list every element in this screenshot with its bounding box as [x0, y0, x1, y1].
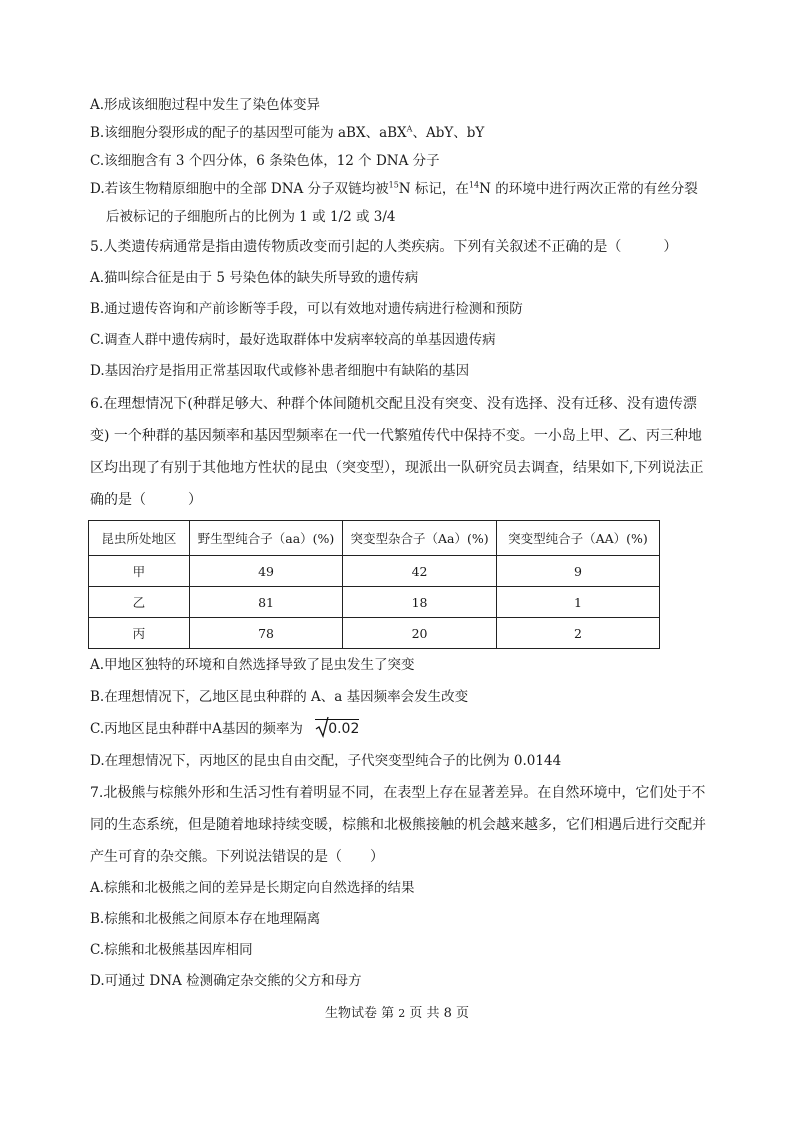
footer-text: 生物试卷 第 [324, 1006, 395, 1021]
table-cell: 18 [343, 587, 497, 618]
q6-option-c [90, 719, 359, 739]
q7-option-b: B.棕熊和北极熊之间原本存在地理隔离 [90, 911, 321, 927]
q4-option-d-superscript-15: 15 [388, 180, 399, 190]
radical-sign-icon [315, 716, 329, 738]
page-number: 2 [398, 1007, 406, 1020]
table-cell: 78 [189, 618, 342, 649]
q7-option-c: C.棕熊和北极熊基因库相同 [90, 942, 253, 958]
q4-option-d [90, 179, 698, 199]
q6-stem-line3: 区均出现了有别于其他地方性状的昆虫（突变型），现派出一队研究员去调查，结果如下,下列说法正 [90, 460, 704, 476]
table-cell: 9 [496, 556, 659, 587]
q4-option-d-continued: 后被标记的子细胞所占的比例为 1 或 1/2 或 3/4 [106, 209, 396, 225]
page-footer [0, 1002, 794, 1021]
table-cell: 甲 [89, 556, 190, 587]
table-cell: 49 [189, 556, 342, 587]
table-cell: 1 [496, 587, 659, 618]
q7-stem-line3: 产生可育的杂交熊。下列说法错误的是（ ） [90, 849, 384, 865]
q6-stem-line1: 6.在理想情况下(种群足够大、种群个体间随机交配且没有突变、没有选择、没有迁移、没有遗传漂 [90, 396, 697, 412]
q7-stem-line2: 同的生态系统，但是随着地球持续变暖，棕熊和北极熊接触的机会越来越多，它们相遇后进行交配并 [90, 817, 706, 833]
table-header-cell: 突变型杂合子（Aa）(%) [343, 521, 497, 556]
q5-option-c: C.调查人群中遗传病时，最好选取群体中发病率较高的单基因遗传病 [90, 332, 496, 348]
table-header-row [89, 521, 660, 556]
q6-option-a: A.甲地区独特的环境和自然选择导致了昆虫发生了突变 [90, 657, 415, 673]
q4-option-b [90, 123, 484, 143]
table-header-cell: 野生型纯合子（aa）(%) [189, 521, 342, 556]
table-cell: 乙 [89, 587, 190, 618]
q7-option-d: D.可通过 DNA 检测确定杂交熊的父方和母方 [90, 973, 362, 989]
q6-data-table [88, 520, 660, 649]
table-row [89, 587, 660, 618]
sqrt-formula [315, 719, 359, 739]
q6-option-c-text: C.丙地区昆虫种群中A基因的频率为 [90, 721, 303, 737]
q6-stem-line2: 变) 一个种群的基因频率和基因型频率在一代一代繁殖传代中保持不变。一小岛上甲、乙、丙三种地 [90, 428, 702, 444]
q4-option-a: A.形成该细胞过程中发生了染色体变异 [90, 97, 321, 113]
footer-total: 页 共 8 页 [409, 1006, 470, 1021]
q6-stem-line4: 确的是（ ） [90, 492, 202, 508]
table-cell: 81 [189, 587, 342, 618]
q5-option-d: D.基因治疗是指用正常基因取代或修补患者细胞中有缺陷的基因 [90, 363, 470, 379]
table-cell: 丙 [89, 618, 190, 649]
q6-option-d: D.在理想情况下，丙地区的昆虫自由交配，子代突变型纯合子的比例为 0.0144 [90, 753, 562, 769]
table-row [89, 556, 660, 587]
table-row [89, 618, 660, 649]
sqrt-radicand: 0.02 [315, 719, 359, 738]
q4-option-d-text-mid: N 标记，在 [398, 181, 469, 197]
table-cell: 20 [343, 618, 497, 649]
q5-option-b: B.通过遗传咨询和产前诊断等手段，可以有效地对遗传病进行检测和预防 [90, 301, 523, 317]
q4-option-b-superscript: A [406, 124, 413, 134]
q4-option-d-superscript-14: 14 [468, 180, 480, 190]
q5-stem: 5.人类遗传病通常是指由遗传物质改变而引起的人类疾病。下列有关叙述不正确的是（ ） [90, 239, 678, 255]
q7-option-a: A.棕熊和北极熊之间的差异是长期定向自然选择的结果 [90, 880, 415, 896]
q6-option-b: B.在理想情况下，乙地区昆虫种群的 A、a 基因频率会发生改变 [90, 689, 469, 705]
q5-option-a: A.猫叫综合征是由于 5 号染色体的缺失所导致的遗传病 [90, 270, 419, 286]
table-cell: 2 [496, 618, 659, 649]
q4-option-b-text-end: 、AbY、bY [412, 125, 485, 141]
table-header-cell: 突变型纯合子（AA）(%) [496, 521, 659, 556]
q4-option-d-text-end: N 的环境中进行两次正常的有丝分裂 [479, 181, 698, 197]
table-header-cell: 昆虫所处地区 [89, 521, 190, 556]
q4-option-b-text: B.该细胞分裂形成的配子的基因型可能为 aBX、aBX [90, 125, 407, 141]
q4-option-d-text: D.若该生物精原细胞中的全部 DNA 分子双链均被 [90, 181, 389, 197]
q7-stem-line1: 7.北极熊与棕熊外形和生活习性有着明显不同，在表型上存在显著差异。在自然环境中，它们处于不 [90, 785, 706, 801]
q4-option-c: C.该细胞含有 3 个四分体，6 条染色体，12 个 DNA 分子 [90, 153, 440, 169]
table-cell: 42 [343, 556, 497, 587]
